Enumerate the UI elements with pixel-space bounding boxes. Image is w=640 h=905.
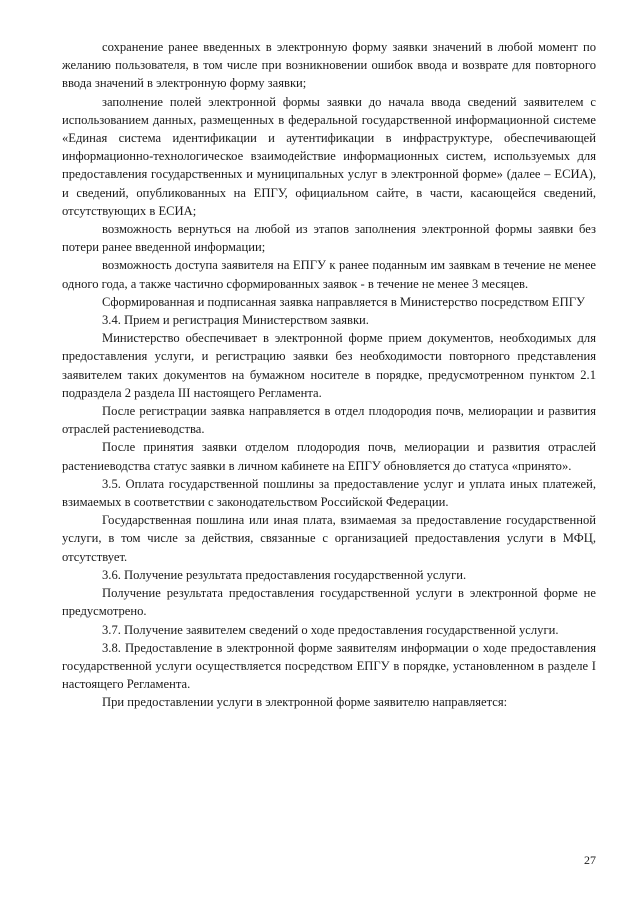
paragraph: сохранение ранее введенных в электронную форму заявки значений в любой момент по желанию пользователя, в том числе при возникновении ошибок ввода и возврате для повторного ввода значений в электронную форму заявки; [62, 40, 596, 91]
body-text [62, 38, 596, 712]
paragraph: После принятия заявки отделом плодородия почв, мелиорации и развития отраслей растениеводства статус заявки в личном кабинете на ЕПГУ обновляется до статуса «принято». [62, 440, 596, 473]
paragraph: возможность доступа заявителя на ЕПГУ к ранее поданным им заявкам в течение не менее одного года, а также частично сформированных заявок - в течение не менее 3 месяцев. [62, 258, 596, 291]
section-heading: 3.4. Прием и регистрация Министерством заявки. [102, 313, 369, 328]
paragraph: Сформированная и подписанная заявка направляется в Министерство посредством ЕПГУ [102, 294, 585, 309]
paragraph: Министерство обеспечивает в электронной форме прием документов, необходимых для предоставления услуги, и регистрацию заявки без необходимости повторного представления заявителем таких документов на бумажном носителе в порядке, предусмотренном пунктом 2.1 подраздела 2 раздела III настоящего Регламента. [62, 331, 596, 400]
section-heading: 3.8. Предоставление в электронной форме заявителям информации о ходе предоставления государственной услуги осуществляется посредством ЕПГУ в порядке, установленном в разделе I настоящего Регламента. [62, 640, 596, 692]
section-heading: 3.7. Получение заявителем сведений о ходе предоставления государственной услуги. [102, 622, 559, 637]
paragraph: Государственная пошлина или иная плата, взимаемая за предоставление государственной услуги, в том числе за действия, связанные с организацией предоставления услуги в МФЦ, отсутствует. [62, 513, 596, 564]
paragraph: заполнение полей электронной формы заявки до начала ввода сведений заявителем с использованием данных, размещенных в федеральной государственной информационной системе «Единая система идентификации и аутентификации в инфраструктуре, обеспечивающей информационно-технологическое взаимодействие информационных систем, используемых для предоставления государственных и муниципальных услуг в электронной форме» (далее – ЕСИА), и сведений, опубликованных на ЕПГУ, официальном сайте, в части, касающейся сведений, отсутствующих в ЕСИА; [62, 94, 596, 218]
paragraph: После регистрации заявка направляется в отдел плодородия почв, мелиорации и развития отраслей растениеводства. [62, 404, 596, 437]
paragraph: Получение результата предоставления государственной услуги в электронной форме не предусмотрено. [62, 586, 596, 619]
page-number: 27 [584, 853, 596, 867]
paragraph: возможность вернуться на любой из этапов заполнения электронной формы заявки без потери ранее введенной информации; [62, 222, 596, 255]
section-heading: 3.6. Получение результата предоставления государственной услуги. [102, 567, 467, 582]
paragraph: При предоставлении услуги в электронной форме заявителю направляется: [102, 695, 508, 710]
section-heading: 3.5. Оплата государственной пошлины за предоставление услуг и уплата иных платежей, взимаемых в соответствии с законодательством Российской Федерации. [62, 476, 596, 510]
